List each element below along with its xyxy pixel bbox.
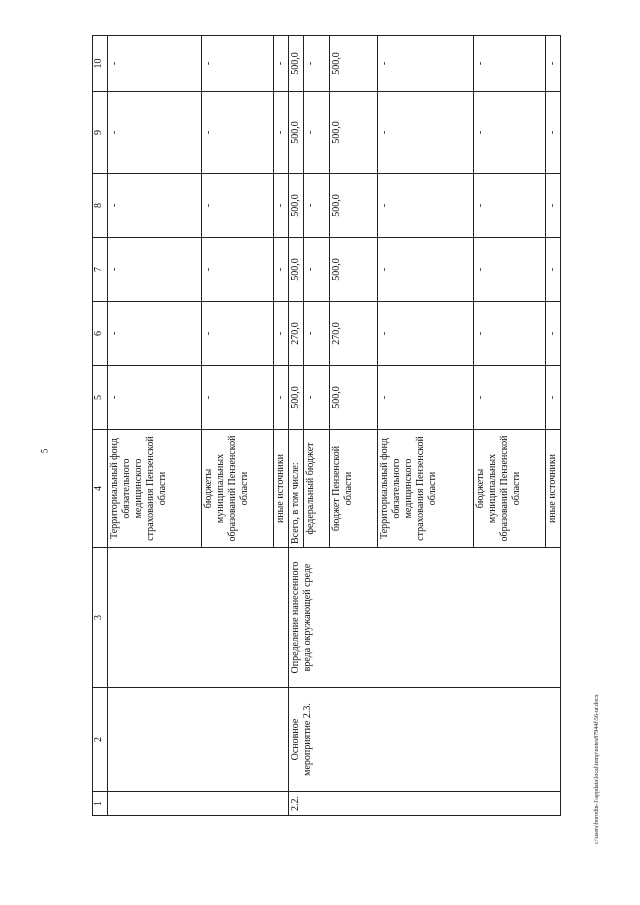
cell-empty: [108, 688, 289, 792]
value-cell: -: [304, 238, 330, 302]
value-cell: -: [304, 92, 330, 174]
header-col-4: 4: [93, 430, 108, 548]
value-cell: -: [546, 302, 561, 366]
table-row: [108, 36, 202, 816]
value-cell: -: [474, 366, 546, 430]
header-col-10: 10: [93, 36, 108, 92]
page-number: 5: [39, 448, 50, 454]
header-col-3: 3: [93, 548, 108, 688]
value-cell: -: [378, 302, 474, 366]
source-cell: Всего, в том числе:: [289, 430, 304, 548]
value-cell: -: [108, 366, 202, 430]
value-cell: -: [474, 302, 546, 366]
value-cell: -: [304, 36, 330, 92]
source-cell: бюджеты муниципальных образований Пензенской области: [202, 430, 274, 548]
value-cell: -: [108, 238, 202, 302]
header-col-1: 1: [93, 792, 108, 816]
header-col-7: 7: [93, 238, 108, 302]
value-cell: 500,0: [330, 92, 378, 174]
header-col-9: 9: [93, 92, 108, 174]
value-cell: -: [378, 92, 474, 174]
value-cell: -: [474, 238, 546, 302]
footer-file-path: c:\users\borodin-1\appdata\local\temp\notes87944f\56-ur.docx: [594, 694, 600, 844]
value-cell: -: [202, 36, 274, 92]
value-cell: -: [546, 366, 561, 430]
rotated-table-container: [92, 36, 574, 816]
value-cell: -: [202, 366, 274, 430]
source-cell: Территориальный фонд обязательного медицинского страхования Пензенской области: [108, 430, 202, 548]
value-cell: 500,0: [289, 92, 304, 174]
source-cell: Территориальный фонд обязательного медицинского страхования Пензенской области: [378, 430, 474, 548]
value-cell: -: [202, 92, 274, 174]
source-cell: иные источники: [274, 430, 289, 548]
cell-empty: [108, 792, 289, 816]
value-cell: -: [378, 366, 474, 430]
value-cell: 500,0: [289, 238, 304, 302]
value-cell: -: [108, 36, 202, 92]
source-cell: федеральный бюджет: [304, 430, 330, 548]
value-cell: 500,0: [289, 366, 304, 430]
row-number: 2.2.: [289, 792, 561, 816]
header-col-6: 6: [93, 302, 108, 366]
measure-name: Основное мероприятие 2.3.: [289, 688, 561, 792]
value-cell: 500,0: [289, 36, 304, 92]
header-col-8: 8: [93, 174, 108, 238]
value-cell: -: [274, 366, 289, 430]
value-cell: 500,0: [330, 36, 378, 92]
value-cell: -: [546, 238, 561, 302]
header-col-5: 5: [93, 366, 108, 430]
value-cell: -: [546, 174, 561, 238]
header-row: [93, 36, 108, 816]
table-row: [289, 36, 304, 816]
value-cell: -: [378, 238, 474, 302]
value-cell: -: [304, 366, 330, 430]
program-table: [92, 35, 561, 816]
measure-description: Определение нанесенного вреда окружающей среде: [289, 548, 561, 688]
value-cell: -: [474, 36, 546, 92]
value-cell: -: [304, 302, 330, 366]
value-cell: -: [274, 174, 289, 238]
value-cell: -: [202, 174, 274, 238]
value-cell: -: [108, 174, 202, 238]
value-cell: 500,0: [330, 366, 378, 430]
source-cell: бюджеты муниципальных образований Пензенской области: [474, 430, 546, 548]
value-cell: -: [202, 238, 274, 302]
value-cell: -: [378, 174, 474, 238]
value-cell: -: [546, 36, 561, 92]
value-cell: 500,0: [330, 238, 378, 302]
value-cell: -: [202, 302, 274, 366]
value-cell: -: [474, 174, 546, 238]
value-cell: -: [108, 302, 202, 366]
value-cell: -: [474, 92, 546, 174]
value-cell: 500,0: [289, 174, 304, 238]
value-cell: 500,0: [330, 174, 378, 238]
value-cell: -: [108, 92, 202, 174]
value-cell: -: [274, 36, 289, 92]
header-col-2: 2: [93, 688, 108, 792]
value-cell: -: [378, 36, 474, 92]
value-cell: -: [274, 302, 289, 366]
value-cell: 270,0: [330, 302, 378, 366]
value-cell: -: [304, 174, 330, 238]
source-cell: бюджет Пензенской области: [330, 430, 378, 548]
value-cell: -: [274, 238, 289, 302]
cell-empty: [108, 548, 289, 688]
value-cell: -: [546, 92, 561, 174]
value-cell: 270,0: [289, 302, 304, 366]
value-cell: -: [274, 92, 289, 174]
source-cell: иные источники: [546, 430, 561, 548]
